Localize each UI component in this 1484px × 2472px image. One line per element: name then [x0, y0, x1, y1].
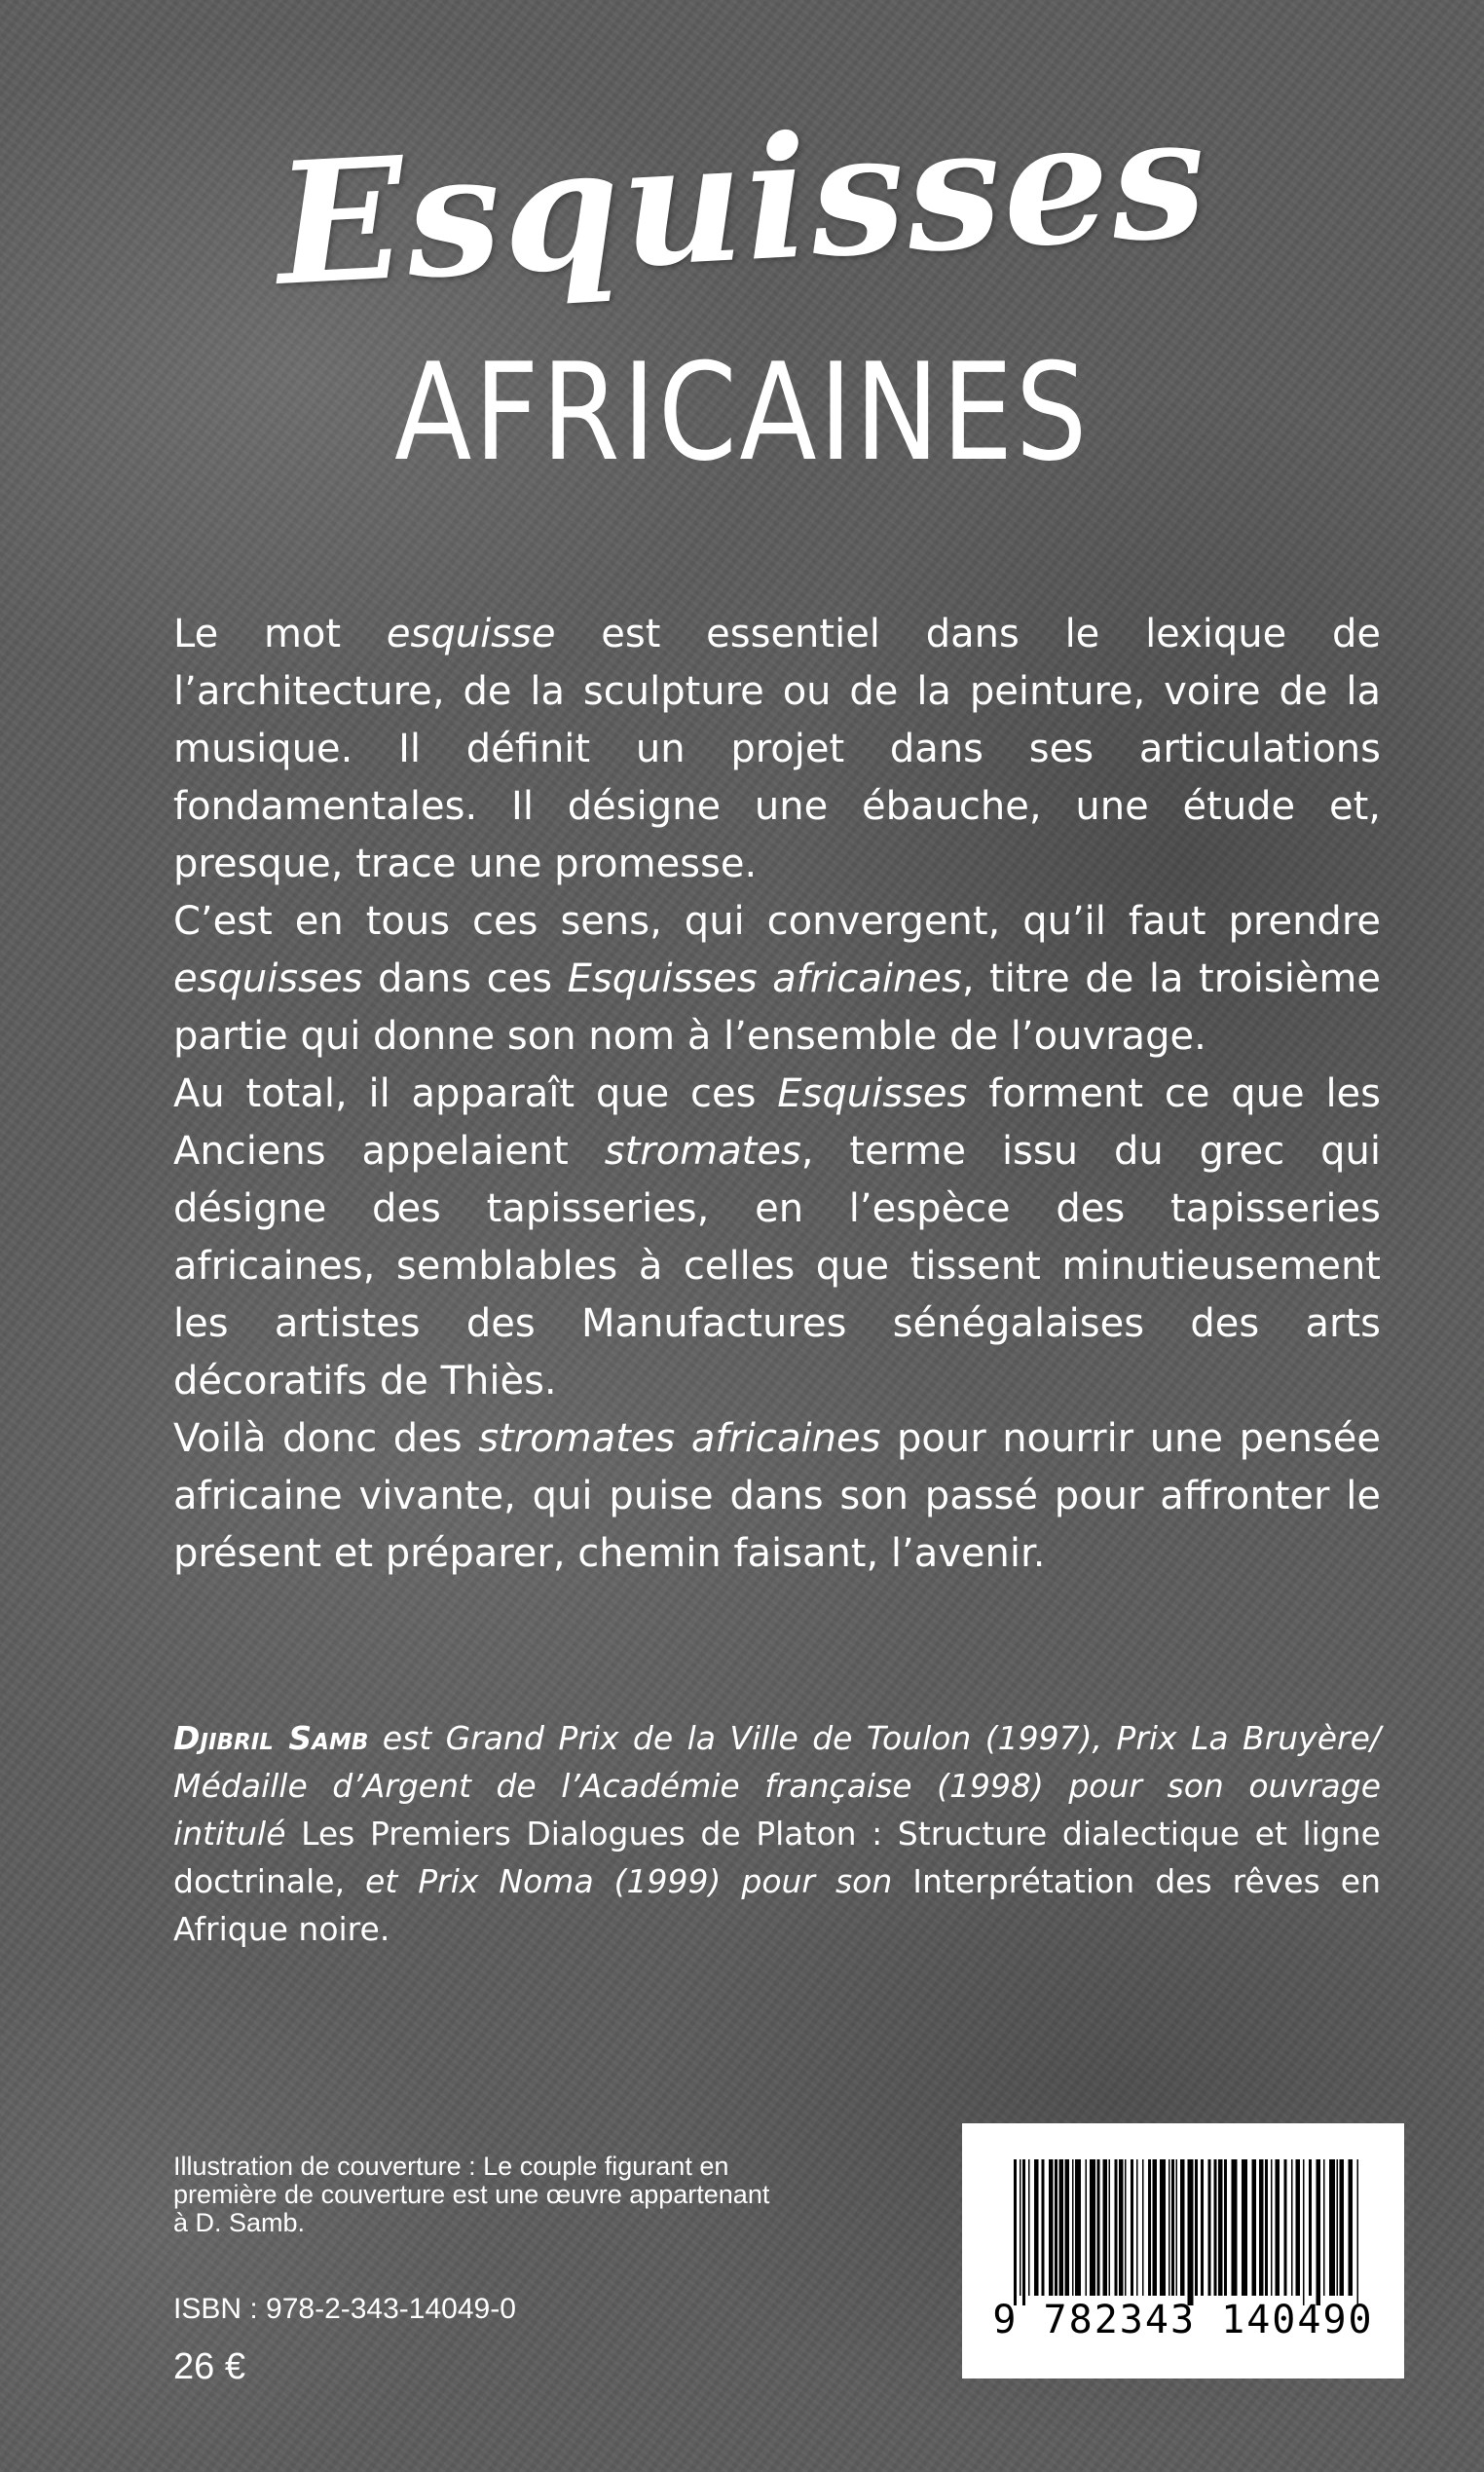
barcode-bar	[1303, 2159, 1305, 2305]
barcode-bar	[1195, 2159, 1198, 2296]
barcode-bar	[1160, 2159, 1166, 2296]
barcode-bar	[1232, 2159, 1238, 2296]
credits-line-3: à D. Samb.	[173, 2208, 306, 2237]
text-segment: forment ce que les Anciens appelaient	[173, 1071, 1382, 1174]
barcode-bar	[1034, 2159, 1039, 2296]
text-segment: Esquisses africaines	[567, 956, 962, 1001]
barcode-bar	[1119, 2159, 1124, 2296]
barcode-bar	[1201, 2159, 1204, 2296]
barcode-bar	[1259, 2159, 1264, 2296]
text-segment: Esquisses	[777, 1071, 968, 1116]
barcode-bar	[1357, 2159, 1359, 2305]
back-cover-blurb	[173, 606, 1381, 1583]
barcode-bar	[1055, 2159, 1057, 2296]
barcode-bar	[1090, 2159, 1095, 2296]
barcode-bar	[1148, 2159, 1151, 2296]
text-segment: , titre de la troisième partie qui donne son nom à l’ensemble de l’ouvrage.	[173, 956, 1381, 1059]
barcode-bar	[1337, 2159, 1339, 2296]
barcode-bar	[1028, 2159, 1030, 2296]
credits-line-1: Illustration de couverture : Le couple figurant en	[173, 2152, 729, 2181]
text-segment: dans ces	[362, 956, 568, 1001]
barcode-bar	[1224, 2159, 1227, 2296]
barcode-bar	[1115, 2159, 1118, 2296]
author-bio	[173, 1714, 1381, 1953]
barcode-bar	[1265, 2159, 1268, 2296]
barcode-bar	[1188, 2159, 1194, 2305]
text-segment: est essentiel dans le lexique de l’architecture, de la sculpture ou de la peinture, voire de la musique. Il définit un projet dans ses articulations fondamentales. Il désigne une ébauche, une étude et, presque, trace une promesse.	[173, 612, 1381, 886]
barcode-bars-icon	[1014, 2159, 1359, 2305]
barcode-bar	[1242, 2159, 1247, 2296]
barcode-bar	[1022, 2159, 1025, 2305]
barcode-bar	[1309, 2159, 1312, 2296]
cover-credits	[173, 2153, 913, 2237]
barcode-bar	[1125, 2159, 1127, 2296]
blurb-paragraph-1	[173, 606, 1381, 893]
text-segment: stromates africaines	[478, 1416, 881, 1461]
barcode-bar	[1153, 2159, 1158, 2296]
barcode-bar	[1284, 2159, 1287, 2296]
barcode-bar	[1103, 2159, 1108, 2296]
barcode-bar	[1049, 2159, 1054, 2296]
cover-title-sub: AFRICAINES	[394, 334, 1090, 491]
barcode-bar	[1059, 2159, 1064, 2296]
bio-segment: Les Premiers Dialogues de Platon : Structure dialectique et ligne doctrinale,	[173, 1815, 1381, 1900]
barcode-bar	[1349, 2159, 1354, 2296]
barcode-panel	[962, 2123, 1404, 2378]
barcode-bar	[1317, 2159, 1321, 2305]
blurb-paragraph-2	[173, 893, 1381, 1066]
barcode-bar	[1176, 2159, 1178, 2296]
text-segment: , terme issu du grec qui désigne des tapisseries, en l’espèce des tapisseries africaines, semblables à celles que tissent minutieusement les artistes des Manufactures sénégalaises des arts décoratifs de Thiès.	[173, 1129, 1381, 1404]
barcode-bar	[1271, 2159, 1273, 2296]
bio-segment: est Grand Prix de la Ville de Toulon (1997), Prix La Bruyère/ Médaille d’Argent de l’Académie française (1998) pour son ouvrage intitulé	[173, 1719, 1381, 1853]
barcode-bar	[1075, 2159, 1081, 2296]
text-segment: stromates	[604, 1129, 801, 1174]
barcode-bar	[1020, 2159, 1021, 2296]
bio-segment: Interprétation des rêves en Afrique noire.	[173, 1862, 1381, 1948]
text-segment: C’est en tous ces sens, qui convergent, qu’il faut prendre	[173, 899, 1381, 944]
barcode-bar	[1142, 2159, 1144, 2296]
barcode-bar	[1131, 2159, 1133, 2296]
barcode-bar	[1109, 2159, 1111, 2296]
barcode-bar	[1180, 2159, 1185, 2296]
text-segment: Voilà donc des	[173, 1416, 479, 1461]
author-name: Djibril Samb	[173, 1719, 369, 1757]
text-segment: Au total, il apparaît que ces	[173, 1071, 778, 1116]
blurb-paragraph-4	[173, 1410, 1381, 1583]
barcode-bar	[1097, 2159, 1100, 2296]
barcode-bar	[1218, 2159, 1223, 2296]
barcode-bar	[1065, 2159, 1070, 2296]
barcode-bar	[1086, 2159, 1088, 2296]
cover-title-script: Esquisses	[272, 77, 1212, 323]
credits-line-2: première de couverture est une œuvre appartenant	[173, 2180, 770, 2209]
blurb-paragraph-3	[173, 1066, 1381, 1410]
barcode-bar	[1014, 2159, 1017, 2305]
barcode-bar	[1214, 2159, 1217, 2296]
price-label: 26 €	[173, 2346, 245, 2387]
barcode-bar	[1136, 2159, 1138, 2296]
barcode-bar	[1252, 2159, 1257, 2296]
text-segment: esquisses	[173, 956, 363, 1001]
barcode-digits: 9 782343 140490	[992, 2298, 1374, 2342]
barcode-bar	[1296, 2159, 1301, 2296]
barcode-bar	[1169, 2159, 1170, 2296]
barcode-bar	[1276, 2159, 1280, 2296]
text-segment: pour nourrir une pensée africaine vivante, qui puise dans son passé pour affronter le présent et préparer, chemin faisant, l’avenir.	[173, 1416, 1381, 1576]
barcode-bar	[1072, 2159, 1074, 2296]
text-segment: Le mot	[173, 612, 387, 656]
barcode-bar	[1323, 2159, 1325, 2296]
barcode-bar	[1340, 2159, 1345, 2296]
text-segment: esquisse	[386, 612, 556, 656]
barcode-bar	[1329, 2159, 1335, 2296]
barcode-bar	[1171, 2159, 1174, 2296]
bio-segment: et Prix Noma (1999) pour son	[345, 1862, 913, 1900]
barcode-bar	[1042, 2159, 1045, 2296]
barcode-bar	[1208, 2159, 1211, 2296]
barcode-bar	[1291, 2159, 1293, 2296]
isbn-number: ISBN : 978-2-343-14049-0	[173, 2293, 516, 2325]
